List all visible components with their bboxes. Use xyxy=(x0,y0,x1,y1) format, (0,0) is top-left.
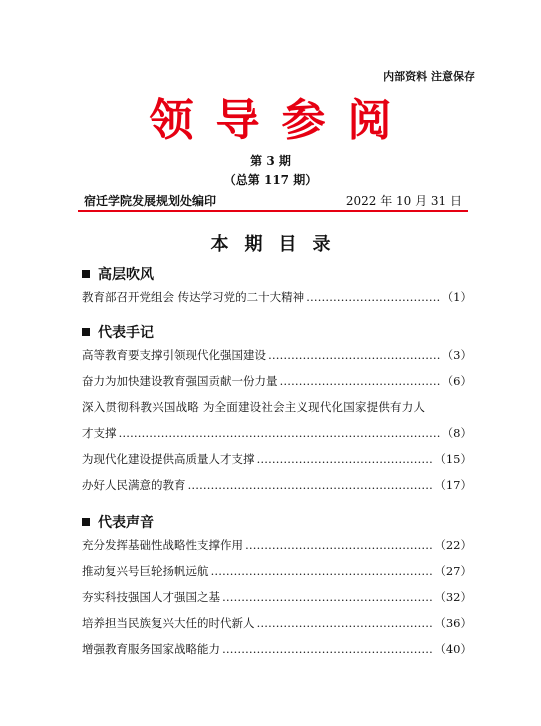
section-heading-text: 代表手记 xyxy=(98,325,154,341)
toc-entry-page: （8） xyxy=(441,426,472,440)
toc-entry-page: （15） xyxy=(434,452,472,466)
toc-leader-dots xyxy=(257,610,433,636)
toc-entry-title: 办好人民满意的教育 xyxy=(82,478,186,492)
toc-entry-page: （32） xyxy=(434,590,472,604)
toc-entry-page: （1） xyxy=(441,290,472,304)
toc-entry-page: （22） xyxy=(434,538,472,552)
toc-entry[interactable] xyxy=(82,610,472,636)
toc-leader-dots xyxy=(211,558,433,584)
toc-entry[interactable] xyxy=(82,558,472,584)
toc-leader-dots xyxy=(280,368,440,394)
toc-entry-page: （27） xyxy=(434,564,472,578)
toc-entry[interactable] xyxy=(82,636,472,662)
toc-entry[interactable] xyxy=(82,472,472,498)
toc-leader-dots xyxy=(306,284,440,310)
toc-leader-dots xyxy=(268,342,440,368)
masthead-title: 领导参阅 xyxy=(149,95,414,146)
toc-entry-page: （6） xyxy=(441,374,472,388)
issue-number: 第 3 期 xyxy=(250,154,291,168)
square-bullet-icon xyxy=(82,270,90,278)
toc-leader-dots xyxy=(245,532,432,558)
toc-entry-title: 高等教育要支撑引领现代化强国建设 xyxy=(82,348,266,362)
toc-entry-title: 夯实科技强国人才强国之基 xyxy=(82,590,220,604)
toc-leader-dots xyxy=(188,472,433,498)
toc-leader-dots xyxy=(222,636,432,662)
toc-entry-multiline[interactable] xyxy=(82,394,472,446)
toc-entry-title: 才支撑 xyxy=(82,426,117,440)
toc-section-representative-voices xyxy=(82,512,472,662)
toc-entry-title: 推动复兴号巨轮扬帆远航 xyxy=(82,564,209,578)
toc-entry-page: （36） xyxy=(434,616,472,630)
toc-entry-page: （3） xyxy=(441,348,472,362)
toc-entry[interactable] xyxy=(82,368,472,394)
toc-entry-title: 培养担当民族复兴大任的时代新人 xyxy=(82,616,255,630)
total-issue-number: （总第 117 期） xyxy=(223,173,318,187)
confidential-note: 内部资料 注意保存 xyxy=(383,70,475,83)
toc-entry[interactable] xyxy=(82,284,472,310)
toc-entry-title: 充分发挥基础性战略性支撑作用 xyxy=(82,538,243,552)
toc-title: 本期目录 xyxy=(210,234,347,255)
toc-entry[interactable] xyxy=(82,532,472,558)
toc-leader-dots xyxy=(222,584,432,610)
header-divider xyxy=(78,210,468,212)
publisher-row xyxy=(84,192,462,209)
toc-entry[interactable] xyxy=(82,446,472,472)
toc-entry-title: 为现代化建设提供高质量人才支撑 xyxy=(82,452,255,466)
toc-entry-page: （17） xyxy=(434,478,472,492)
publisher: 宿迁学院发展规划处编印 xyxy=(84,194,217,208)
publish-date: 2022 年 10 月 31 日 xyxy=(345,194,462,208)
section-heading xyxy=(82,512,472,532)
toc-entry-title: 增强教育服务国家战略能力 xyxy=(82,642,220,656)
section-heading-text: 代表声音 xyxy=(98,515,154,531)
toc-entry-page: （40） xyxy=(434,642,472,656)
square-bullet-icon xyxy=(82,518,90,526)
section-heading xyxy=(82,264,472,284)
toc-leader-dots xyxy=(119,420,440,446)
toc-entry-title: 教育部召开党组会 传达学习党的二十大精神 xyxy=(82,290,305,304)
toc-section-high-level xyxy=(82,264,472,310)
toc-leader-dots xyxy=(257,446,433,472)
toc-entry-title-line1: 深入贯彻科教兴国战略 为全面建设社会主义现代化国家提供有力人 xyxy=(82,400,426,414)
toc-section-representative-notes xyxy=(82,322,472,498)
toc-entry-title: 奋力为加快建设教育强国贡献一份力量 xyxy=(82,374,278,388)
toc-entry[interactable] xyxy=(82,584,472,610)
toc-entry xyxy=(82,420,472,446)
section-heading-text: 高层吹风 xyxy=(98,267,154,283)
section-heading xyxy=(82,322,472,342)
toc-entry[interactable] xyxy=(82,342,472,368)
square-bullet-icon xyxy=(82,328,90,336)
